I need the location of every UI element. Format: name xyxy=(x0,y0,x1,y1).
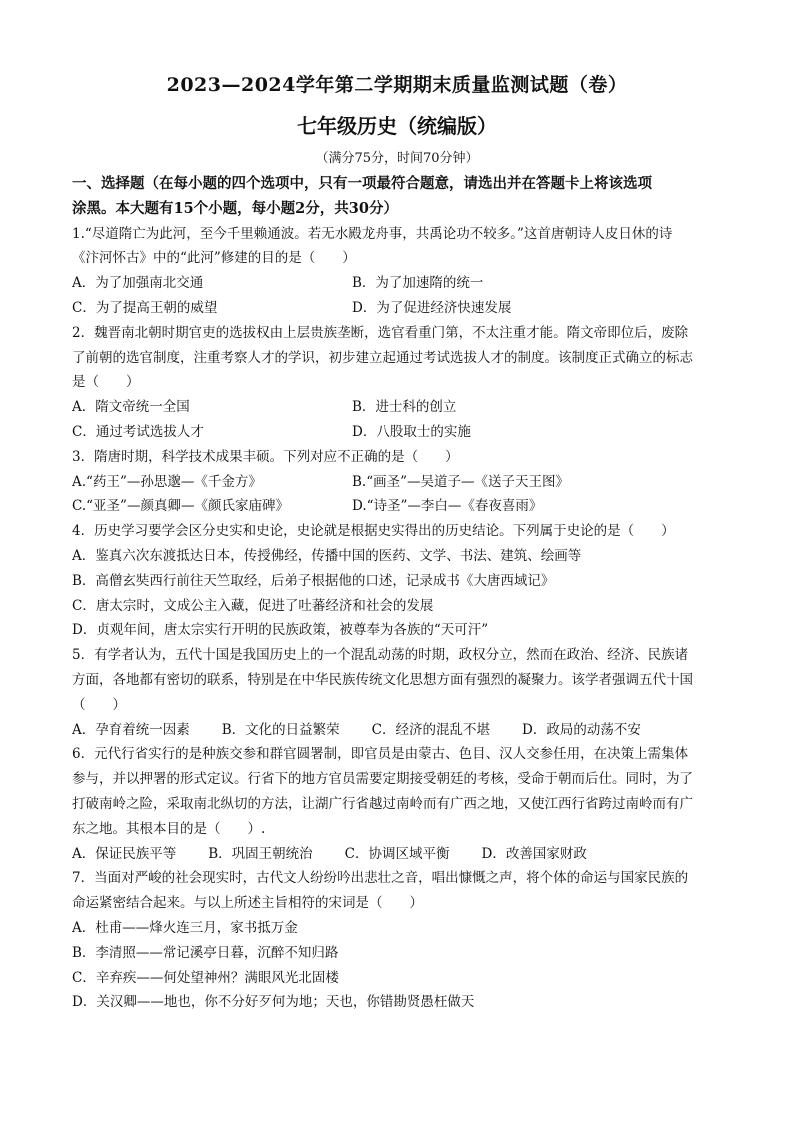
option-b: B．巩固王朝统治 xyxy=(208,845,313,862)
question-2-stem: 了前朝的选官制度，注重考察人才的学识，初步建立起通过考试选拔人才的制度。该制度正式确立的标志 xyxy=(72,349,693,366)
question-1-options-row xyxy=(72,296,722,321)
option-c: C．经济的混乱不堪 xyxy=(371,721,491,738)
exam-meta: （满分75分，时间70分钟） xyxy=(315,151,479,166)
option-c: C．协调区域平衡 xyxy=(344,845,450,862)
question-3-options-row xyxy=(72,494,722,519)
option-c: C.“亚圣”—颜真卿—《颜氏家庙碑》 xyxy=(72,498,289,515)
exam-title: 2023—2024学年第二学期期末质量监测试题（卷） xyxy=(166,74,628,96)
section-heading-line: 涂黑。本大题有15个小题，每小题2分，共30分） xyxy=(72,199,398,217)
section-heading-line: 一、选择题（在每小题的四个选项中，只有一项最符合题意，请选出并在答题卡上将该选项 xyxy=(72,175,652,192)
option-d: D．为了促进经济快速发展 xyxy=(352,299,512,316)
option-a: A．孕育着统一因素 xyxy=(72,721,190,738)
question-1-options-row xyxy=(72,271,722,296)
option-a: A．杜甫——烽火连三月，家书抵万金 xyxy=(72,919,298,936)
option-d: D．关汉卿——地也，你不分好歹何为地；天也，你错勘贤愚枉做天 xyxy=(72,994,475,1011)
question-7-stem: 7．当面对严峻的社会现实时，古代文人纷纷吟出悲壮之音，唱出慷慨之声，将个体的命运与国家民族的 xyxy=(72,870,689,887)
option-d: D.“诗圣”—李白—《春夜喜雨》 xyxy=(352,498,543,515)
option-b: B．李清照——常记溪亭日暮，沉醉不知归路 xyxy=(72,944,339,961)
option-a: A．鉴真六次东渡抵达日本，传授佛经，传播中国的医药、文学、书法、建筑、绘画等 xyxy=(72,547,582,564)
question-6-stem: 6．元代行省实行的是种族交参和群官圆署制，即官员是由蒙古、色目、汉人交参任用，在决策上需集体 xyxy=(72,746,689,763)
question-6-stem: 参与，并以押署的形式定议。行省下的地方官员需要定期接受朝廷的考核，受命于朝而后仕。同时，为了 xyxy=(72,771,693,788)
question-1-stem: 《汴河怀古》中的“此河”修建的目的是（ ） xyxy=(72,250,356,267)
option-b: B.“画圣”—吴道子—《送子天王图》 xyxy=(352,473,570,490)
option-c: C．通过考试选拔人才 xyxy=(72,423,204,440)
option-a: A．保证民族平等 xyxy=(72,845,177,862)
question-2-stem: 是（ ） xyxy=(72,374,140,391)
option-b: B．进士科的创立 xyxy=(352,399,457,416)
option-a: A．隋文帝统一全国 xyxy=(72,399,190,416)
question-5-stem: （ ） xyxy=(72,696,126,713)
question-6-stem: 打破南岭之险，采取南北纵切的方法，让湖广行省越过南岭而有广西之地，又使江西行省跨过南岭而有广 xyxy=(72,795,693,812)
question-3-options-row xyxy=(72,470,722,495)
question-7-stem: 命运紧密结合起来。与以上所述主旨相符的宋词是（ ） xyxy=(72,895,423,912)
option-b: B．文化的日益繁荣 xyxy=(221,721,340,738)
option-c: C．为了提高王朝的威望 xyxy=(72,299,218,316)
exam-body xyxy=(72,172,722,1015)
option-b: B．高僧玄奘西行前往天竺取经，后弟子根据他的口述，记录成书《大唐西域记》 xyxy=(72,572,555,589)
question-3-stem: 3．隋唐时期，科学技术成果丰硕。下列对应不正确的是（ ） xyxy=(72,448,459,465)
option-c: C．唐太宗时，文成公主入藏，促进了吐蕃经济和社会的发展 xyxy=(72,597,434,614)
option-d: D．政局的动荡不安 xyxy=(522,721,641,738)
question-5-stem: 5．有学者认为，五代十国是我国历史上的一个混乱动荡的时期，政权分立，然而在政治、经济、民族诸 xyxy=(72,647,689,664)
option-a: A.“药王”—孙思邈—《千金方》 xyxy=(72,473,262,490)
option-d: D．八股取士的实施 xyxy=(352,423,471,440)
question-2-options-row xyxy=(72,395,722,420)
question-2-options-row xyxy=(72,420,722,445)
exam-subject: 七年级历史（统编版） xyxy=(297,114,497,138)
question-1-stem: 1.“尽道隋亡为此河，至今千里赖通波。若无水殿龙舟事，共禹论功不较多。”这首唐朝诗人皮日休的诗 xyxy=(72,225,673,242)
option-c: C．辛弃疾——何处望神州？满眼风光北固楼 xyxy=(72,969,339,986)
option-d: D．改善国家财政 xyxy=(481,845,587,862)
question-2-stem: 2．魏晋南北朝时期官吏的选拔权由上层贵族垄断，选官看重门第，不太注重才能。隋文帝即位后，废除 xyxy=(72,324,689,341)
question-6-options-row xyxy=(72,842,722,867)
option-a: A．为了加强南北交通 xyxy=(72,275,204,292)
question-5-stem: 方面，各地都有密切的联系，特别是在中华民族传统文化思想方面有强烈的凝聚力。该学者强调五代十国 xyxy=(72,671,693,688)
option-b: B．为了加速隋的统一 xyxy=(352,275,484,292)
question-5-options-row xyxy=(72,718,722,743)
question-6-stem: 东之地。其根本目的是（ ）. xyxy=(72,820,266,837)
option-d: D．贞观年间，唐太宗实行开明的民族政策，被尊奉为各族的“天可汗” xyxy=(72,622,489,639)
question-4-stem: 4．历史学习要学会区分史实和史论，史论就是根据史实得出的历史结论。下列属于史论的是（ ） xyxy=(72,523,675,540)
